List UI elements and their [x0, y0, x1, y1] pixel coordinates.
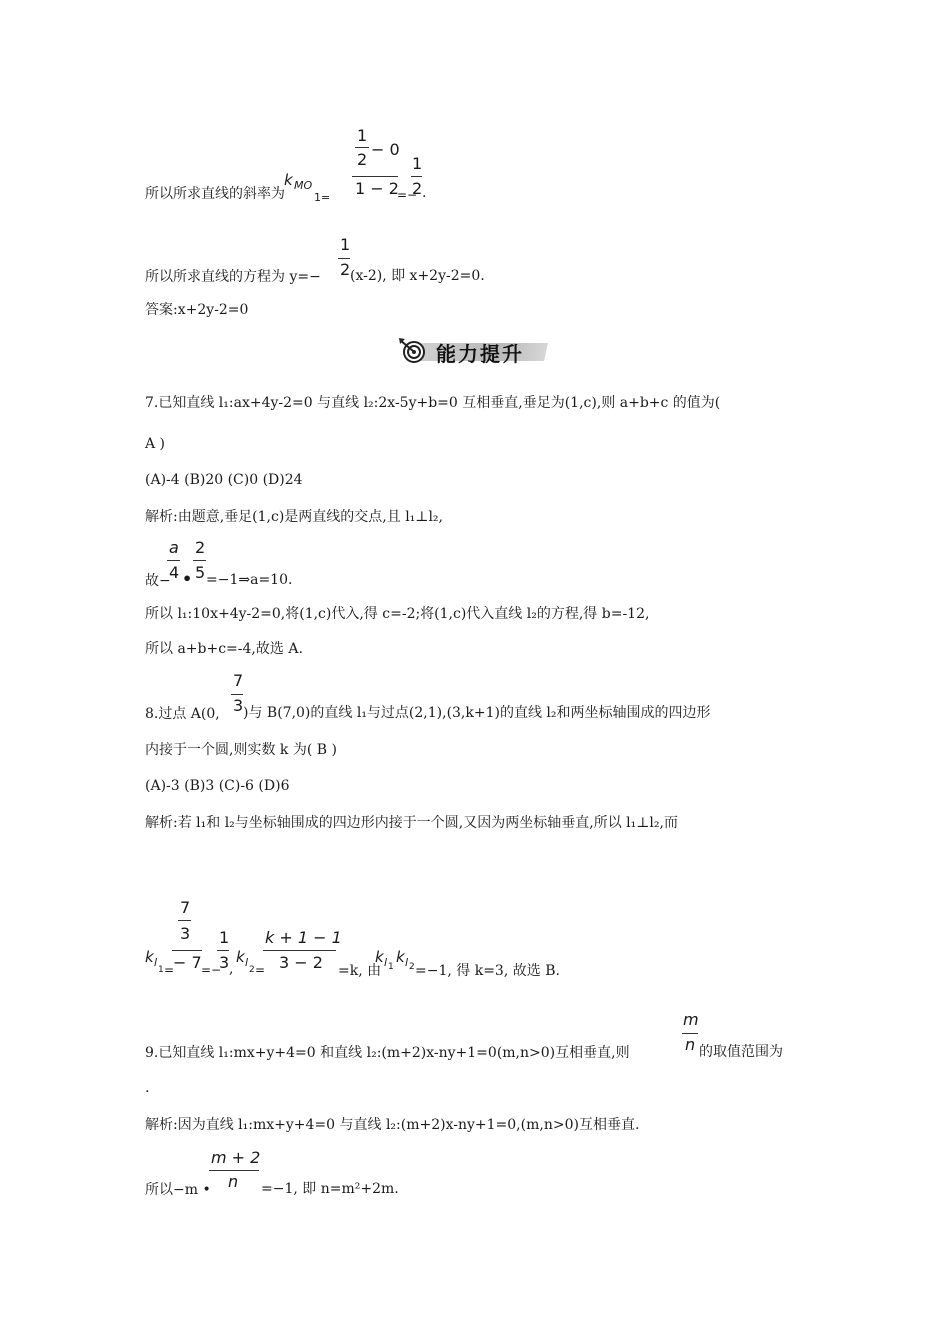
slope-period: .	[422, 185, 427, 201]
q9-stem-post: 的取值范围为	[699, 1044, 783, 1060]
q8-inner-den: 3	[180, 924, 191, 943]
q8-k1: k	[145, 948, 154, 966]
equation-frac-den: 2	[340, 260, 351, 279]
q7-dot: •	[182, 569, 193, 588]
q9-frac-num: m	[683, 1010, 699, 1029]
q9-frac-den2: n	[228, 1172, 239, 1191]
q8-kk1-l: l	[384, 956, 388, 969]
q8-eq2: =−	[201, 963, 222, 977]
q8-options: (A)-3 (B)3 (C)-6 (D)6	[145, 778, 290, 794]
equation-text: 所以所求直线的方程为 y=−	[145, 269, 321, 285]
q9-stem-pre: 9.已知直线 l₁:mx+y+4=0 和直线 l₂:(m+2)x-ny+1=0(m,n>0)互相垂直,则	[145, 1045, 630, 1061]
q8-k2-sub: 2	[249, 965, 255, 975]
q8-kk1: k	[375, 948, 384, 966]
q8-kk2-l: l	[405, 956, 409, 969]
q8-frac2-num: k + 1 − 1	[265, 928, 342, 947]
slope-result-bar	[411, 176, 422, 177]
q8-frac-den: 3	[233, 696, 244, 715]
q7-frac2-den: 5	[195, 563, 206, 582]
q8-k1-sub: 1	[158, 965, 164, 975]
q8-kk1-sub: 1	[388, 962, 394, 972]
q8-main-bar	[172, 950, 202, 951]
q8-kk2: k	[396, 948, 405, 966]
q8-comma: ,	[229, 961, 234, 977]
q9-frac-num2: m + 2	[211, 1148, 261, 1167]
q9-frac-bar	[682, 1033, 698, 1034]
slope-k: k	[284, 171, 293, 189]
q8-solution-1: 解析:若 l₁和 l₂与坐标轴围成的四边形内接于一个圆,又因为两坐标轴垂直,所以 l₁⊥l₂,而	[145, 815, 678, 831]
answer-line: 答案:x+2y-2=0	[145, 302, 249, 318]
q8-eq1: =	[164, 963, 175, 977]
q8-stem-pre: 8.过点 A(0,	[145, 706, 220, 722]
q9-sol2-pre: 所以−m •	[145, 1182, 211, 1198]
q8-inner-num: 7	[180, 898, 191, 917]
q8-stem-post: )与 B(7,0)的直线 l₁与过点(2,1),(3,k+1)的直线 l₂和两坐标轴围成的四边形	[243, 705, 711, 721]
q8-frac-num: 7	[233, 671, 244, 690]
q7-frac1-num: a	[169, 538, 179, 557]
q7-sol2-pre: 故−	[145, 573, 171, 589]
q9-frac-bar2	[209, 1170, 259, 1171]
q8-frac2-den: 3 − 2	[279, 953, 323, 972]
slope-inner-num: 1	[357, 126, 368, 145]
q8-kk2-sub: 2	[409, 962, 415, 972]
q7-frac1-bar	[167, 560, 180, 561]
q7-options: (A)-4 (B)20 (C)0 (D)24	[145, 472, 303, 488]
q7-frac2-num: 2	[195, 538, 206, 557]
slope-inner-den: 2	[357, 150, 368, 169]
slope-k-sub: MO	[294, 179, 313, 192]
q8-result-den: 3	[219, 953, 230, 972]
q7-stem: 7.已知直线 l₁:ax+4y-2=0 与直线 l₂:2x-5y+b=0 互相垂直,垂足为(1,c),则 a+b+c 的值为(	[145, 395, 721, 411]
q8-k2-l: l	[245, 956, 249, 969]
slope-main-bar	[352, 176, 398, 177]
equation-tail: (x-2), 即 x+2y-2=0.	[350, 268, 485, 284]
q7-solution-3: 所以 l₁:10x+4y-2=0,将(1,c)代入,得 c=-2;将(1,c)代入直线 l₂的方程,得 b=-12,	[145, 606, 650, 622]
slope-main-den: 1 − 2	[355, 179, 399, 198]
slope-result-den: 2	[412, 179, 423, 198]
q8-frac-bar	[231, 694, 243, 695]
equation-frac-num: 1	[340, 235, 351, 254]
section-banner	[398, 337, 550, 365]
q8-inner-bar	[178, 920, 191, 921]
q8-k2: k	[236, 948, 245, 966]
q9-stem-2: .	[145, 1080, 150, 1096]
q8-stem-2: 内接于一个圆,则实数 k 为( B )	[145, 742, 337, 758]
slope-text: 所以所求直线的斜率为	[145, 186, 285, 202]
q9-frac-den: n	[685, 1035, 696, 1054]
q7-sol2-post: =−1⇒a=10.	[206, 572, 293, 588]
target-icon	[398, 337, 428, 365]
q8-k1-l: l	[154, 956, 158, 969]
slope-inner-bar	[355, 147, 369, 148]
q7-answer: A )	[145, 436, 166, 452]
q9-sol2-post: =−1, 即 n=m²+2m.	[261, 1181, 399, 1197]
q8-result-bar	[217, 950, 229, 951]
q8-main-den: − 7	[173, 953, 202, 972]
slope-result-num: 1	[412, 154, 423, 173]
q7-frac1-den: 4	[169, 563, 180, 582]
q7-solution-1: 解析:由题意,垂足(1,c)是两直线的交点,且 l₁⊥l₂,	[145, 509, 443, 525]
slope-inner-minus: − 0	[371, 140, 400, 159]
slope-eq: =−	[397, 188, 418, 202]
q7-frac2-bar	[193, 560, 206, 561]
banner-title: 能力提升	[436, 342, 524, 366]
q8-result-num: 1	[219, 928, 230, 947]
q8-frac2-bar	[263, 950, 336, 951]
q8-sol2-post2: =−1, 得 k=3, 故选 B.	[415, 963, 560, 979]
equation-frac-bar	[338, 258, 350, 259]
slope-k-sub2: 1=	[314, 191, 331, 204]
q8-eq3: =	[255, 963, 266, 977]
q7-solution-4: 所以 a+b+c=-4,故选 A.	[145, 641, 303, 657]
q9-solution-1: 解析:因为直线 l₁:mx+y+4=0 与直线 l₂:(m+2)x-ny+1=0,(m,n>0)互相垂直.	[145, 1117, 640, 1133]
q8-sol2-post1: =k, 由	[338, 963, 382, 979]
